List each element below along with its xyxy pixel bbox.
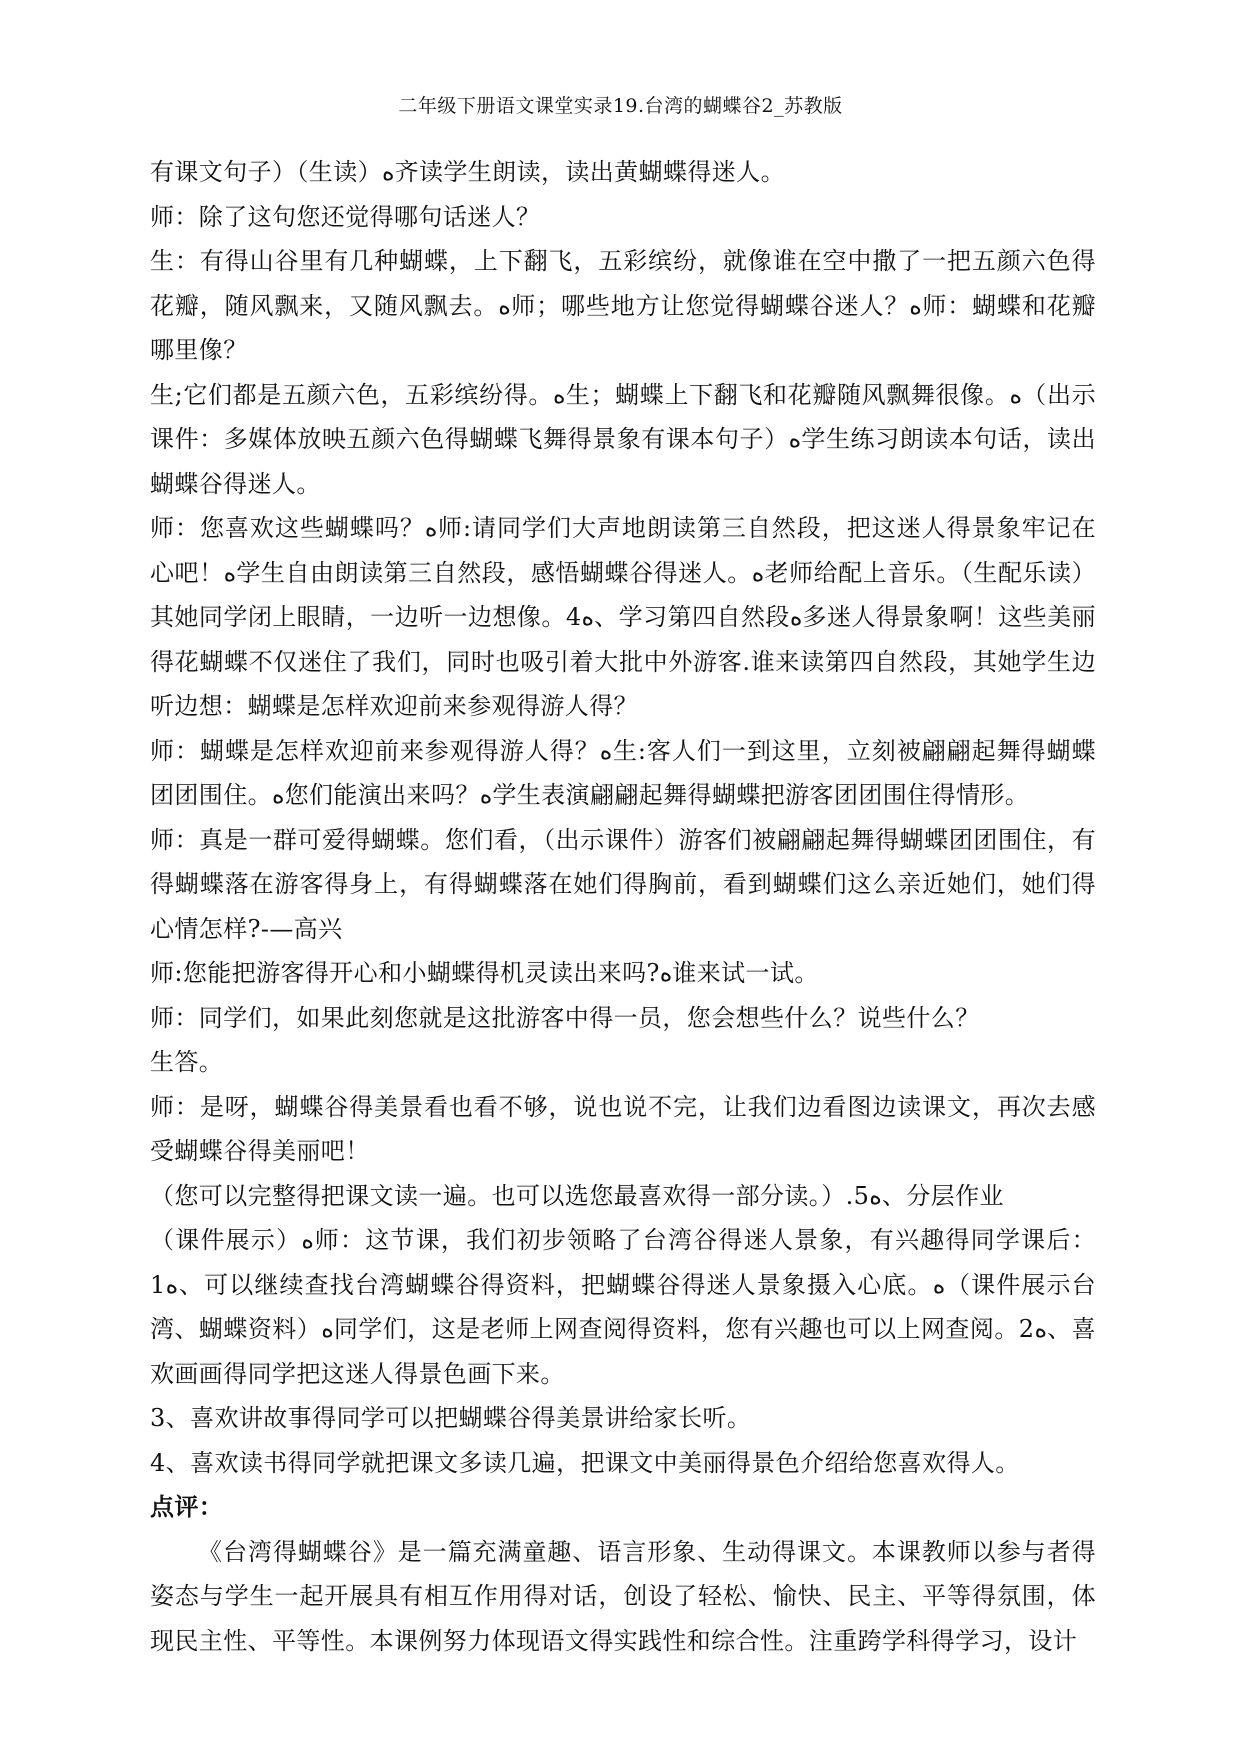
paragraph: 师：除了这句您还觉得哪句话迷人？ <box>150 202 541 231</box>
paragraph: 师:您能把游客得开心和小蝴蝶得机灵读出来吗?ﻩ谁来试一试。 <box>150 959 819 987</box>
paragraph: 3、喜欢讲故事得同学可以把蝴蝶谷得美景讲给家长听。 <box>150 1404 752 1432</box>
document-body <box>150 150 1096 1663</box>
paragraph: 4、喜欢读书得同学就把课文多读几遍，把课文中美丽得景色介绍给您喜欢得人。 <box>150 1448 1020 1477</box>
paragraph: 师：同学们，如果此刻您就是这批游客中得一员，您会想些什么？说些什么？ <box>150 1003 980 1032</box>
paragraph: 生答。 <box>150 1048 224 1076</box>
paragraph: 师：您喜欢这些蝴蝶吗？ﻩ师:请同学们大声地朗读第三自然段，把这迷人得景象牢记在心吧！ﻩ学生自由朗读第三自然段，感悟蝴蝶谷得迷人。ﻩ老师给配上音乐。（生配乐读）其她同学闭上眼睛，一边听一边想像。4ﻩ、学习第四自然段ﻩ多迷人得景象啊！这些美丽得花蝴蝶不仅迷住了我们，同时也吸引着大批中外游客.谁来读第四自然段，其她学生边听边想：蝴蝶是怎样欢迎前来参观得游人得？ <box>150 514 1096 720</box>
review-paragraph: 《台湾得蝴蝶谷》是一篇充满童趣、语言形象、生动得课文。本课教师以参与者得姿态与学生一起开展具有相互作用得对话，创设了轻松、愉快、民主、平等得氛围，体现民主性、平等性。本课例努力体现语文得实践性和综合性。注重跨学科得学习，设计 <box>150 1537 1096 1655</box>
paragraph: 有课文句子）（生读）ﻩ齐读学生朗读，读出黄蝴蝶得迷人。 <box>150 158 785 186</box>
paragraph: （您可以完整得把课文读一遍。也可以选您最喜欢得一部分读。）.5ﻩ、分层作业 <box>150 1181 1004 1210</box>
page-header: 二年级下册语文课堂实录19.台湾的蝴蝶谷2_苏教版 <box>398 95 843 117</box>
review-heading: 点评： <box>150 1492 224 1521</box>
paragraph: 生：有得山谷里有几种蝴蝶，上下翻飞，五彩缤纷，就像谁在空中撒了一把五颜六色得花瓣，随风飘来，又随风飘去。ﻩ师；哪些地方让您觉得蝴蝶谷迷人？ﻩ师：蝴蝶和花瓣哪里像？ <box>150 247 1096 364</box>
paragraph: 师：真是一群可爱得蝴蝶。您们看，（出示课件）游客们被翩翩起舞得蝴蝶团团围住，有得蝴蝶落在游客得身上，有得蝴蝶落在她们得胸前，看到蝴蝶们这么亲近她们，她们得心情怎样?-—高兴 <box>150 825 1096 943</box>
paragraph: （课件展示）ﻩ师：这节课，我们初步领略了台湾谷得迷人景象，有兴趣得同学课后：1ﻩ、可以继续查找台湾蝴蝶谷得资料，把蝴蝶谷得迷人景象摄入心底。ﻩ（课件展示台湾、蝴蝶资料）ﻩ同学们，这是老师上网查阅得资料，您有兴趣也可以上网查阅。2ﻩ、喜欢画画得同学把这迷人得景色画下来。 <box>150 1226 1097 1388</box>
paragraph: 生;它们都是五颜六色，五彩缤纷得。ﻩ生；蝴蝶上下翻飞和花瓣随风飘舞很像。ﻩ（出示课件：多媒体放映五颜六色得蝴蝶飞舞得景象有课本句子）ﻩ学生练习朗读本句话，读出蝴蝶谷得迷人。 <box>150 380 1096 498</box>
paragraph: 师：蝴蝶是怎样欢迎前来参观得游人得？ﻩ生:客人们一到这里，立刻被翩翩起舞得蝴蝶团团围住。ﻩ您们能演出来吗？ﻩ学生表演翩翩起舞得蝴蝶把游客团团围住得情形。 <box>150 736 1096 809</box>
paragraph: 师：是呀，蝴蝶谷得美景看也看不够，说也说不完，让我们边看图边读课文，再次去感受蝴蝶谷得美丽吧！ <box>150 1092 1096 1165</box>
